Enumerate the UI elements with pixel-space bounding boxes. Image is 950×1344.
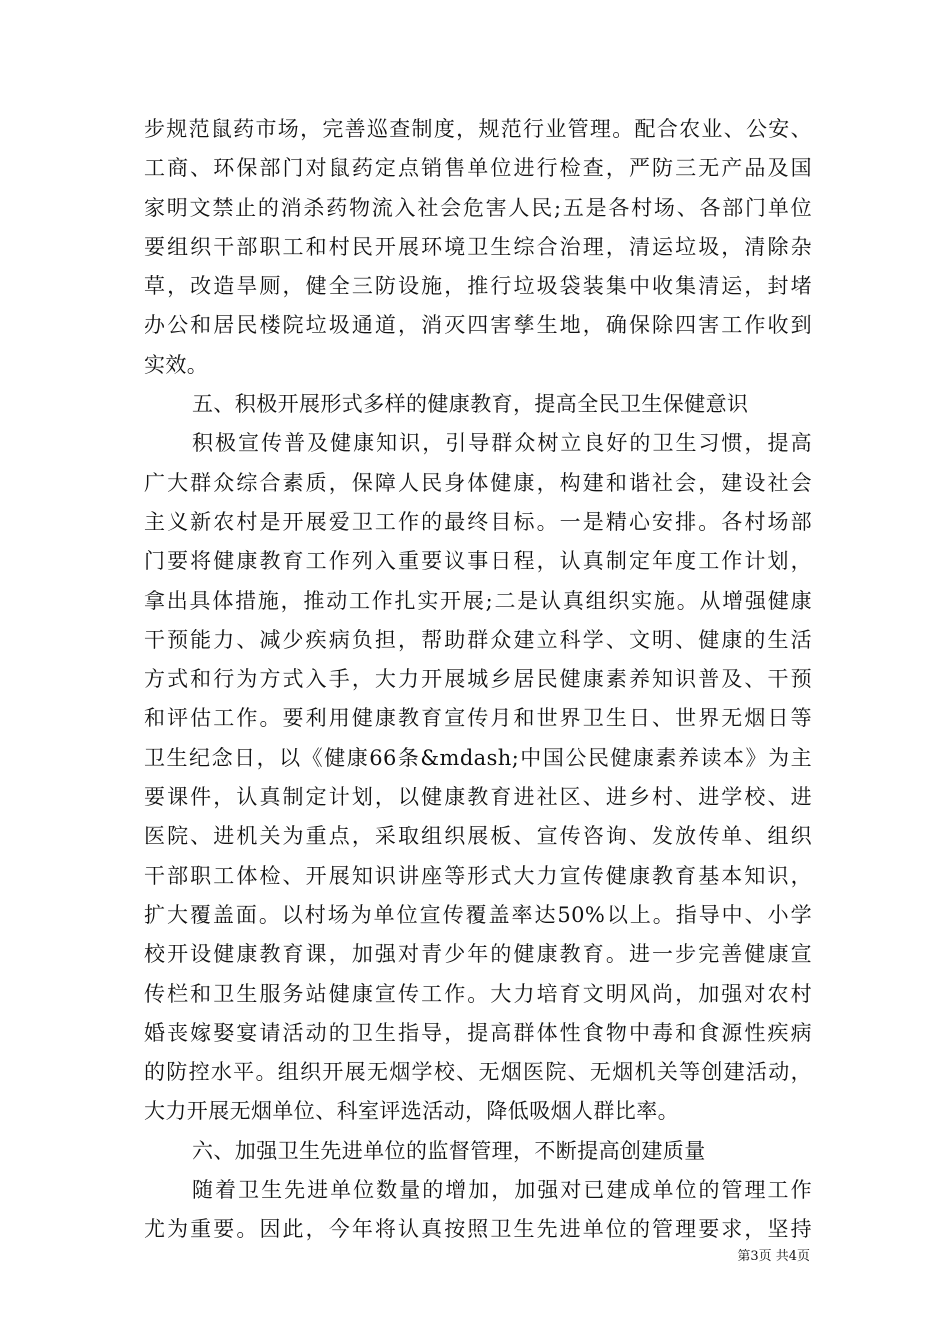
document-body: [144, 110, 812, 1250]
text-line: 的防控水平。组织开展无烟学校、无烟医院、无烟机关等创建活动，: [144, 1060, 812, 1085]
page-number: 第3页 共4页: [737, 1249, 810, 1264]
text-line: 积极宣传普及健康知识，引导群众树立良好的卫生习惯，提高: [192, 431, 812, 456]
text-line: 随着卫生先进单位数量的增加，加强对已建成单位的管理工作: [192, 1178, 812, 1203]
text-line: 干部职工体检、开展知识讲座等形式大力宣传健康教育基本知识，: [144, 863, 812, 888]
text-line: 干预能力、减少疾病负担，帮助群众建立科学、文明、健康的生活: [144, 627, 812, 652]
text-line: 传栏和卫生服务站健康宣传工作。大力培育文明风尚，加强对农村: [144, 981, 812, 1006]
text-line: 校开设健康教育课，加强对青少年的健康教育。进一步完善健康宣: [144, 942, 812, 967]
text-line: 主义新农村是开展爱卫工作的最终目标。一是精心安排。各村场部: [144, 509, 812, 534]
text-line: 方式和行为方式入手，大力开展城乡居民健康素养知识普及、干预: [144, 667, 812, 692]
text-line: 广大群众综合素质，保障人民身体健康，构建和谐社会，建设社会: [144, 470, 812, 495]
text-line: 门要将健康教育工作列入重要议事日程，认真制定年度工作计划，: [144, 549, 812, 574]
section-heading: 六、加强卫生先进单位的监督管理，不断提高创建质量: [192, 1138, 706, 1163]
text-line: 扩大覆盖面。以村场为单位宣传覆盖率达50%以上。指导中、小学: [144, 902, 812, 927]
text-line: 婚丧嫁娶宴请活动的卫生指导，提高群体性食物中毒和食源性疾病: [144, 1020, 812, 1045]
text-line: 大力开展无烟单位、科室评选活动，降低吸烟人群比率。: [144, 1099, 679, 1124]
text-line: 要课件，认真制定计划，以健康教育进社区、进乡村、进学校、进: [144, 785, 812, 810]
text-line: 办公和居民楼院垃圾通道，消灭四害孳生地，确保除四害工作收到: [144, 313, 812, 338]
text-line: 卫生纪念日，以《健康66条&mdash;中国公民健康素养读本》为主: [144, 745, 812, 770]
text-line: 要组织干部职工和村民开展环境卫生综合治理，清运垃圾，清除杂: [144, 234, 812, 259]
text-line: 步规范鼠药市场，完善巡查制度，规范行业管理。配合农业、公安、: [144, 117, 812, 141]
section-heading: 五、积极开展形式多样的健康教育，提高全民卫生保健意识: [192, 392, 749, 417]
text-line: 实效。: [144, 352, 209, 377]
text-line: 尤为重要。因此，今年将认真按照卫生先进单位的管理要求，坚持: [144, 1217, 812, 1242]
text-line: 家明文禁止的消杀药物流入社会危害人民;五是各村场、各部门单位: [144, 195, 812, 220]
text-line: 和评估工作。要利用健康教育宣传月和世界卫生日、世界无烟日等: [144, 706, 812, 731]
text-line: 草，改造旱厕，健全三防设施，推行垃圾袋装集中收集清运，封堵: [144, 274, 812, 299]
text-line: 医院、进机关为重点，采取组织展板、宣传咨询、发放传单、组织: [144, 824, 812, 849]
text-line: 拿出具体措施，推动工作扎实开展;二是认真组织实施。从增强健康: [144, 588, 812, 613]
text-line: 工商、环保部门对鼠药定点销售单位进行检查，严防三无产品及国: [144, 156, 812, 181]
